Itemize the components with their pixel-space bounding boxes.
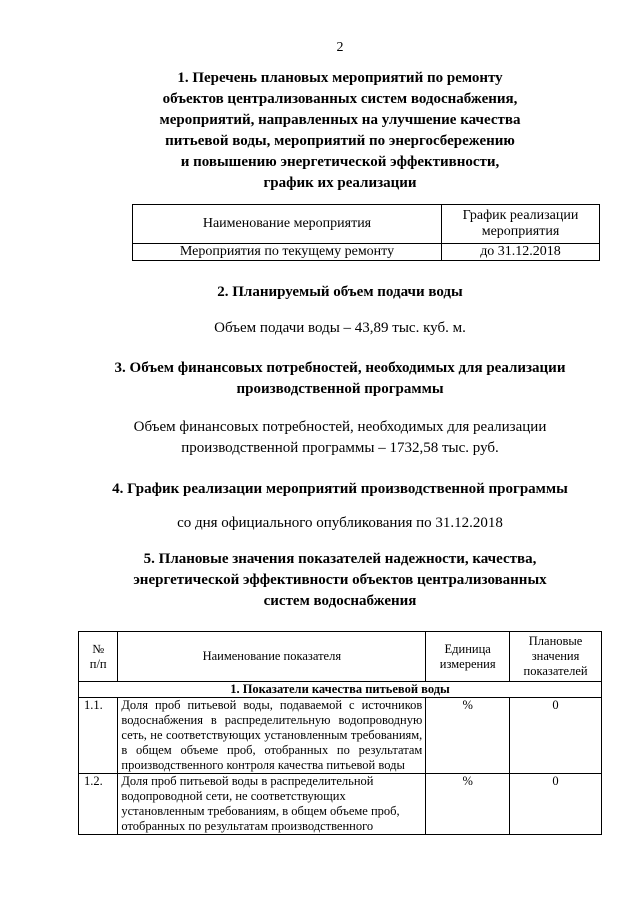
section4-title: 4. График реализации мероприятий производственной программы (112, 481, 568, 497)
activities-table (132, 204, 600, 261)
page-number: 2 (336, 40, 344, 55)
table-row (79, 774, 602, 835)
section5-title-line: 5. Плановые значения показателей надежности, качества, (143, 551, 537, 567)
row-value: 0 (510, 774, 602, 835)
row-unit: % (426, 774, 510, 835)
section1-title-line: 1. Перечень плановых мероприятий по ремонту (177, 70, 503, 86)
header-planned-values (510, 632, 602, 682)
row-indicator-name: Доля проб питьевой воды, подаваемой с источников водоснабжения в распределительную водопроводную сеть, не соответствующих установленным требованиям, в общем объеме проб, отобранных по результатам производственного контроля качества питьевой воды (118, 698, 426, 774)
header-schedule-line2: мероприятия (481, 224, 560, 239)
row-value: 0 (510, 698, 602, 774)
row-activity-name: Мероприятия по текущему ремонту (133, 244, 442, 261)
header-num-line1: № (92, 641, 105, 656)
section1-title-line: мероприятий, направленных на улучшение качества (159, 112, 521, 128)
section4-text: со дня официального опубликования по 31.12.2018 (177, 515, 503, 531)
section1-title-line: график их реализации (263, 175, 417, 191)
header-schedule (442, 205, 600, 244)
table-header-row (79, 632, 602, 682)
section5-title-line: систем водоснабжения (263, 593, 417, 609)
section5-title (0, 549, 640, 612)
section1-title-line: и повышению энергетической эффективности, (180, 154, 500, 170)
header-unit-line2: измерения (439, 656, 496, 671)
header-value-line3: показателей (523, 664, 588, 678)
section1-title-line: питьевой воды, мероприятий по энергосбережению (165, 133, 515, 149)
section3-title (0, 358, 640, 400)
section3-text (0, 417, 640, 459)
row-num: 1.2. (79, 774, 118, 835)
header-value-line2: значения (531, 649, 580, 663)
header-num (79, 632, 118, 682)
row-num: 1.1. (79, 698, 118, 774)
table-row (133, 244, 600, 261)
section5-title-line: энергетической эффективности объектов централизованных (133, 572, 547, 588)
header-indicator-name: Наименование показателя (118, 632, 426, 682)
table-section-row (79, 682, 602, 698)
row-unit: % (426, 698, 510, 774)
section2-title: 2. Планируемый объем подачи воды (217, 284, 463, 300)
section3-title-line: 3. Объем финансовых потребностей, необходимых для реализации (114, 360, 566, 376)
header-unit-line1: Единица (444, 641, 491, 656)
header-num-line2: п/п (89, 656, 107, 671)
section3-text-line: производственной программы – 1732,58 тыс. руб. (181, 440, 499, 456)
section3-text-line: Объем финансовых потребностей, необходимых для реализации (133, 419, 547, 435)
header-schedule-line1: График реализации (462, 208, 579, 223)
table-row (79, 698, 602, 774)
section1-title (0, 68, 640, 194)
indicators-table (78, 631, 602, 835)
section3-title-line: производственной программы (236, 381, 444, 397)
header-activity-name: Наименование мероприятия (133, 205, 442, 244)
row-indicator-name: Доля проб питьевой воды в распределительной водопроводной сети, не соответствующих установленным требованиям, в общем объеме проб, отобранных по результатам производственного (118, 774, 426, 835)
section-row-quality: 1. Показатели качества питьевой воды (79, 682, 602, 698)
section1-title-line: объектов централизованных систем водоснабжения, (162, 91, 518, 107)
table-header-row (133, 205, 600, 244)
section2-text: Объем подачи воды – 43,89 тыс. куб. м. (214, 320, 466, 336)
header-value-line1: Плановые (528, 634, 583, 648)
header-unit (426, 632, 510, 682)
row-schedule: до 31.12.2018 (442, 244, 600, 261)
